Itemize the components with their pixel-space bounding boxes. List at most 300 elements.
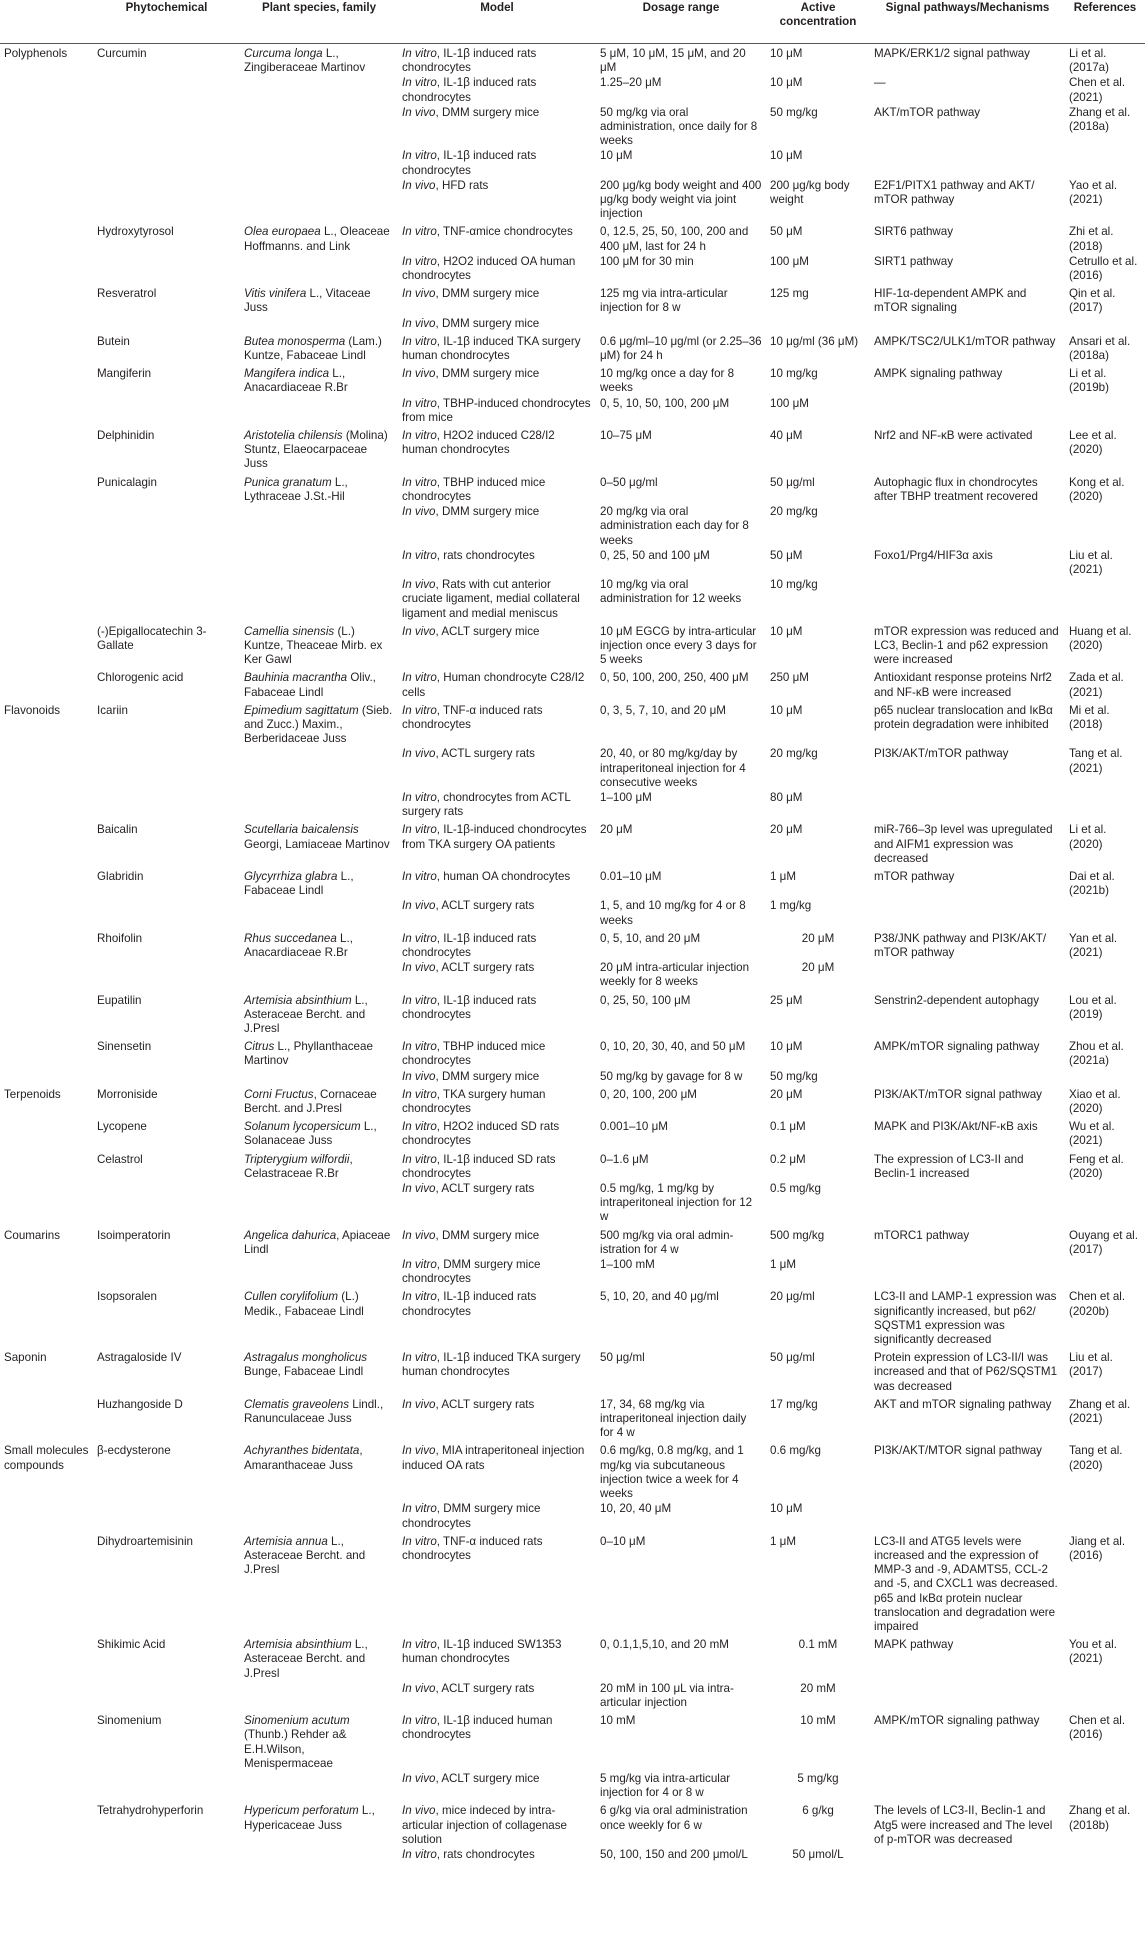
plant-species-italic: Astragalus mongholicus	[244, 1351, 368, 1365]
plant-family-text: Oliv., Fabaceae Lindl	[244, 671, 376, 699]
category-cell	[0, 149, 93, 178]
model-mode: In vivo	[402, 578, 436, 592]
table-row	[0, 222, 1145, 254]
reference-cell: You et al. (2021)	[1069, 1638, 1117, 1666]
reference-cell: Li et al. (2017a)	[1069, 47, 1109, 75]
reference-cell: Li et al. (2020)	[1069, 823, 1107, 851]
phytochemical-cell	[93, 1772, 240, 1801]
table-row	[0, 317, 1145, 332]
active-concentration-cell: 100 μM	[770, 254, 809, 268]
reference-cell: Zhang et al. (2021)	[1069, 1397, 1131, 1426]
model-mode: In vivo	[402, 1397, 436, 1411]
model-description: , ACLT surgery rats	[435, 961, 535, 975]
model-mode: In vitro	[402, 76, 437, 90]
reference-cell	[1065, 505, 1145, 549]
model-cell	[398, 549, 596, 578]
plant-species-italic: Hypericum perforatum	[244, 1804, 359, 1818]
model-mode: In vivo	[402, 1182, 436, 1196]
dosage-cell: 500 mg/kg via oral admin-istration for 4 w	[600, 1228, 734, 1256]
phytochemical-cell	[93, 578, 240, 622]
table-row	[0, 426, 1145, 473]
table-row	[0, 1150, 1145, 1182]
plant-species-italic: Epimedium sagittatum	[244, 703, 359, 717]
signal-pathway-cell: mTOR pathway	[874, 869, 955, 883]
model-mode: In vivo	[402, 105, 436, 119]
dosage-cell: 1.25–20 μM	[600, 76, 662, 90]
model-cell	[398, 1502, 596, 1531]
active-concentration-cell: 10 μM	[770, 1502, 803, 1516]
dosage-cell: 1–100 mM	[600, 1258, 655, 1272]
phytochemical-cell: Curcumin	[97, 47, 147, 60]
signal-pathway-cell: SIRT6 pathway	[874, 225, 954, 239]
table-row	[0, 578, 1145, 622]
category-cell	[0, 1848, 93, 1863]
phytochemical-cell: Lycopene	[97, 1120, 147, 1134]
signal-pathway-cell: HIF-1α-dependent AMPK and mTOR signaling	[874, 287, 1027, 315]
phytochemical-cell: Eupatilin	[97, 993, 142, 1007]
plant-species-italic: Aristotelia chilensis	[244, 429, 343, 443]
header-model: Model	[398, 0, 596, 44]
signal-pathway-cell: PI3K/AKT/mTOR pathway	[874, 747, 1009, 761]
category-cell	[0, 106, 93, 150]
table-row	[0, 255, 1145, 284]
signal-pathway-cell: Nrf2 and NF-κB were activated	[874, 429, 1033, 443]
category-cell	[0, 1117, 93, 1149]
dosage-cell: 20 μM	[600, 823, 633, 837]
plant-species-cell	[240, 549, 398, 578]
plant-species-italic: Scutellaria baicalensis	[244, 823, 359, 837]
model-cell	[398, 1848, 596, 1863]
model-mode: In vivo	[402, 747, 436, 761]
phytochemical-cell	[93, 106, 240, 150]
reference-cell: Liu et al. (2017)	[1069, 1351, 1113, 1379]
model-mode: In vivo	[402, 367, 436, 381]
signal-pathway-cell: The expression of LC3-II and Beclin-1 increased	[874, 1152, 1024, 1180]
active-concentration-cell: 100 μM	[770, 396, 809, 410]
model-description: , DMM surgery mice	[435, 1069, 540, 1083]
plant-species-cell	[240, 1532, 398, 1635]
signal-pathway-cell	[870, 317, 1065, 332]
category-cell	[0, 222, 93, 254]
model-description: , ACLT surgery mice	[435, 624, 540, 638]
active-concentration-cell: 80 μM	[770, 790, 803, 804]
header-active-concentration: Active concentration	[766, 0, 870, 44]
category-cell	[0, 899, 93, 928]
dosage-cell	[596, 317, 766, 332]
dosage-cell: 0, 0.1,1,5,10, and 20 mM	[600, 1638, 729, 1652]
phytochemical-cell	[93, 149, 240, 178]
plant-family-text: L., Solanaceae Juss	[244, 1120, 377, 1148]
header-phytochemical: Phytochemical	[93, 0, 240, 44]
category-cell: Flavonoids	[4, 703, 61, 717]
phytochemical-cell	[93, 255, 240, 284]
active-concentration-cell: 125 mg	[770, 287, 809, 301]
model-cell	[398, 1287, 596, 1348]
active-concentration-cell: 50 μmol/L	[792, 1847, 844, 1861]
phytochemical-cell: Chlorogenic acid	[97, 671, 184, 685]
model-mode: In vitro	[402, 149, 437, 163]
dosage-cell: 0, 25, 50 and 100 μM	[600, 548, 710, 562]
header-signal-pathways: Signal pathways/Mechanisms	[870, 0, 1065, 44]
phytochemical-cell: Huzhangoside D	[97, 1397, 183, 1411]
model-cell	[398, 1682, 596, 1711]
plant-family-text: L., Phyllanthaceae Martinov	[244, 1040, 373, 1068]
model-description: , chondrocytes from ACTL surgery rats	[402, 790, 571, 819]
header-plant-species: Plant species, family	[240, 0, 398, 44]
table-row	[0, 76, 1145, 105]
signal-pathway-cell	[870, 578, 1065, 622]
plant-species-italic: Sinomenium acutum	[244, 1714, 350, 1728]
plant-family-text: L., Fabaceae Lindl	[244, 869, 354, 898]
dosage-cell: 5 μM, 10 μM, 15 μM, and 20 μM	[600, 47, 746, 75]
plant-species-cell	[240, 820, 398, 867]
table-row	[0, 867, 1145, 899]
category-cell	[0, 1532, 93, 1635]
model-cell	[398, 622, 596, 669]
reference-cell: Zhang et al. (2018a)	[1069, 105, 1131, 134]
reference-cell	[1065, 1848, 1145, 1863]
model-description: , IL-1β induced TKA surgery human chondrocytes	[402, 334, 581, 363]
model-cell	[398, 397, 596, 426]
signal-pathway-cell	[870, 505, 1065, 549]
model-description: , IL-1β induced TKA surgery human chondrocytes	[402, 1351, 581, 1379]
category-cell	[0, 791, 93, 820]
plant-species-cell	[240, 1226, 398, 1258]
plant-species-cell	[240, 1682, 398, 1711]
category-cell	[0, 549, 93, 578]
reference-cell: Feng et al. (2020)	[1069, 1152, 1124, 1180]
model-mode: In vitro	[402, 1502, 437, 1516]
category-cell	[0, 179, 93, 223]
dosage-cell: 0–10 μM	[600, 1534, 646, 1548]
model-description: , TBHP induced mice chondrocytes	[402, 475, 546, 503]
category-cell	[0, 991, 93, 1038]
model-mode: In vitro	[402, 334, 437, 348]
dosage-cell: 0, 10, 20, 30, 40, and 50 μM	[600, 1040, 746, 1054]
plant-species-italic: Cullen corylifolium	[244, 1290, 339, 1304]
signal-pathway-cell: AMPK signaling pathway	[874, 367, 1003, 381]
model-mode: In vitro	[402, 1847, 437, 1861]
model-mode: In vivo	[402, 961, 436, 975]
plant-species-italic: Curcuma longa	[244, 47, 323, 60]
model-cell	[398, 76, 596, 105]
category-cell	[0, 364, 93, 396]
signal-pathway-cell: MAPK and PI3K/Akt/NF-κB axis	[874, 1120, 1038, 1134]
signal-pathway-cell: LC3-II and LAMP-1 expression was significantly increased, but p62/ SQSTM1 expression was significantly decreased	[874, 1290, 1057, 1347]
dosage-cell: 10, 20, 40 μM	[600, 1502, 672, 1516]
model-cell	[398, 149, 596, 178]
model-description: , TKA surgery human chondrocytes	[402, 1087, 546, 1116]
dosage-cell: 20, 40, or 80 mg/kg/day by intraperitoneal injection for 4 consecutive weeks	[600, 747, 746, 789]
dosage-cell: 10 μM EGCG by intra-articular injection once every 3 days for 5 weeks	[600, 624, 757, 667]
table-row	[0, 1772, 1145, 1801]
plant-species-italic: Citrus	[244, 1040, 275, 1054]
table-row	[0, 1635, 1145, 1682]
table-row	[0, 791, 1145, 820]
table-row	[0, 332, 1145, 364]
model-cell	[398, 1117, 596, 1149]
table-row	[0, 549, 1145, 578]
plant-family-text: L., Lythraceae J.St.-Hil	[244, 475, 348, 503]
model-cell	[398, 426, 596, 473]
signal-pathway-cell: The levels of LC3-II, Beclin-1 and Atg5 were increased and The level of p-mTOR was decreased	[874, 1804, 1053, 1846]
reference-cell: Dai et al. (2021b)	[1069, 869, 1115, 898]
table-row	[0, 1182, 1145, 1226]
model-mode: In vivo	[402, 1228, 436, 1242]
table-body	[0, 44, 1145, 1864]
plant-species-italic: Rhus succedanea	[244, 931, 337, 945]
active-concentration-cell: 10 μM	[770, 1040, 803, 1054]
signal-pathway-cell	[870, 1502, 1065, 1531]
model-description: , ACLT surgery rats	[435, 1681, 535, 1695]
phytochemical-cell: Isopsoralen	[97, 1290, 157, 1304]
reference-cell: Li et al. (2019b)	[1069, 367, 1109, 395]
signal-pathway-cell: —	[874, 76, 886, 90]
model-mode: In vitro	[402, 993, 437, 1007]
category-cell	[0, 1395, 93, 1442]
plant-species-cell	[240, 1085, 398, 1117]
category-cell	[0, 929, 93, 961]
plant-family-text: , Amaranthaceae Juss	[244, 1444, 363, 1472]
plant-species-cell	[240, 1635, 398, 1682]
plant-species-italic: Clematis graveolens	[244, 1397, 350, 1411]
phytochemical-cell: Hydroxytyrosol	[97, 225, 174, 239]
reference-cell: Tang et al. (2020)	[1069, 1444, 1123, 1472]
category-cell	[0, 1682, 93, 1711]
table-row	[0, 44, 1145, 77]
phytochemical-cell	[93, 1502, 240, 1531]
reference-cell	[1065, 317, 1145, 332]
model-description: , DMM surgery mice	[435, 287, 540, 301]
model-mode: In vitro	[402, 1120, 437, 1134]
model-description: , H2O2 induced OA human chondrocytes	[402, 254, 576, 283]
signal-pathway-cell: LC3-II and ATG5 levels were increased and the expression of MMP-3 and -9, ADAMTS5, CCL-2 and -5, and CXCL1 was decreased. p65 and IκBα protein nuclear translocation and degradation were impaired	[874, 1534, 1058, 1633]
table-row	[0, 397, 1145, 426]
signal-pathway-cell: AMPK/mTOR signaling pathway	[874, 1040, 1040, 1054]
phytochemical-cell: Punicalagin	[97, 475, 157, 489]
signal-pathway-cell: Foxo1/Prg4/HIF3α axis	[874, 548, 993, 562]
dosage-cell: 0.6 mg/kg, 0.8 mg/kg, and 1 mg/kg via subcutaneous injection twice a week for 4 weeks	[600, 1444, 744, 1501]
model-cell	[398, 791, 596, 820]
model-cell	[398, 1532, 596, 1635]
model-cell	[398, 1711, 596, 1772]
plant-species-cell	[240, 1441, 398, 1502]
model-description: , human OA chondrocytes	[436, 869, 571, 883]
model-cell	[398, 332, 596, 364]
model-cell	[398, 255, 596, 284]
model-cell	[398, 284, 596, 316]
reference-cell: Zhi et al. (2018)	[1069, 225, 1114, 253]
model-mode: In vitro	[402, 475, 437, 489]
signal-pathway-cell	[870, 961, 1065, 990]
plant-species-italic: Artemisia absinthium	[244, 993, 352, 1007]
plant-species-italic: Achyranthes bidentata	[244, 1444, 360, 1458]
active-concentration-cell: 0.1 μM	[770, 1120, 806, 1134]
dosage-cell: 0, 5, 10, and 20 μM	[600, 931, 701, 945]
plant-species-italic: Butea monosperma	[244, 334, 346, 348]
category-cell	[0, 397, 93, 426]
signal-pathway-cell: mTOR expression was reduced and LC3, Beclin-1 and p62 expression were increased	[874, 624, 1059, 667]
model-description: , rats chondrocytes	[436, 548, 535, 562]
model-mode: In vivo	[402, 178, 436, 192]
model-description: , H2O2 induced SD rats chondrocytes	[402, 1120, 560, 1148]
plant-species-cell	[240, 222, 398, 254]
active-concentration-cell: 10 μM	[770, 47, 803, 60]
signal-pathway-cell	[870, 1258, 1065, 1287]
plant-species-cell	[240, 106, 398, 150]
phytochemical-cell: Sinensetin	[97, 1040, 152, 1054]
phytochemical-cell: Isoimperatorin	[97, 1228, 171, 1242]
reference-cell	[1065, 1070, 1145, 1085]
reference-cell	[1065, 1772, 1145, 1801]
phytochemical-cell: Butein	[97, 334, 130, 348]
table-row	[0, 1848, 1145, 1863]
reference-cell	[1065, 1182, 1145, 1226]
active-concentration-cell: 50 mg/kg	[770, 1069, 818, 1083]
signal-pathway-cell: miR-766–3p level was upregulated and AIFM1 expression was decreased	[874, 823, 1053, 865]
active-concentration-cell: 10 μM	[770, 76, 803, 90]
model-description: , DMM surgery mice	[435, 1228, 540, 1242]
model-cell	[398, 473, 596, 505]
plant-species-cell	[240, 1348, 398, 1395]
active-concentration-cell: 20 μM	[801, 931, 835, 945]
model-description: , TNF-α induced rats chondrocytes	[402, 703, 543, 731]
reference-cell: Jiang et al. (2016)	[1069, 1534, 1126, 1562]
plant-species-cell	[240, 1711, 398, 1772]
category-cell	[0, 1150, 93, 1182]
plant-species-cell	[240, 179, 398, 223]
plant-species-cell	[240, 397, 398, 426]
phytochemical-cell	[93, 1258, 240, 1287]
reference-cell	[1065, 149, 1145, 178]
dosage-cell: 0.6 μg/ml–10 μg/ml (or 2.25–36 μM) for 24 h	[600, 334, 762, 363]
table-header	[0, 0, 1145, 44]
category-cell	[0, 1037, 93, 1069]
model-description: , TBHP-induced chondrocytes from mice	[402, 396, 591, 424]
model-mode: In vivo	[402, 1681, 436, 1695]
active-concentration-cell: 0.6 mg/kg	[770, 1444, 821, 1458]
reference-cell: Qin et al. (2017)	[1069, 287, 1116, 315]
model-description: , H2O2 induced C28/I2 human chondrocytes	[402, 429, 555, 457]
dosage-cell: 0, 5, 10, 50, 100, 200 μM	[600, 396, 730, 410]
model-mode: In vivo	[402, 1804, 436, 1818]
plant-species-cell	[240, 1070, 398, 1085]
model-mode: In vitro	[402, 869, 437, 883]
phytochemical-cell: Baicalin	[97, 823, 138, 837]
reference-cell: Mi et al. (2018)	[1069, 703, 1110, 731]
dosage-cell: 10 mg/kg via oral administration for 12 weeks	[600, 578, 742, 606]
dosage-cell: 10 μM	[600, 149, 633, 163]
table-row	[0, 106, 1145, 150]
active-concentration-cell: 20 μg/ml	[770, 1290, 815, 1304]
table-row	[0, 1348, 1145, 1395]
plant-family-text: L., Asteraceae Bercht. and J.Presl	[244, 1534, 366, 1577]
model-mode: In vitro	[402, 1258, 437, 1272]
signal-pathway-cell	[870, 1772, 1065, 1801]
table-row	[0, 1532, 1145, 1635]
model-cell	[398, 899, 596, 928]
dosage-cell: 0, 3, 5, 7, 10, and 20 μM	[600, 703, 726, 717]
plant-species-cell	[240, 473, 398, 505]
active-concentration-cell: 25 μM	[770, 993, 803, 1007]
table-row	[0, 1711, 1145, 1772]
plant-species-cell	[240, 622, 398, 669]
plant-family-text: (Thunb.) Rehder a& E.H.Wilson, Menispermaceae	[244, 1728, 347, 1770]
category-cell	[0, 820, 93, 867]
plant-species-cell	[240, 1258, 398, 1287]
plant-family-text: L., Hypericaceae Juss	[244, 1804, 375, 1832]
phytochemical-cell: Sinomenium	[97, 1714, 162, 1728]
model-description: , TBHP induced mice chondrocytes	[402, 1040, 546, 1068]
active-concentration-cell: 10 μM	[770, 703, 803, 717]
model-description: , DMM surgery mice	[435, 105, 540, 119]
signal-pathway-cell: SIRT1 pathway	[874, 254, 954, 268]
plant-species-cell	[240, 701, 398, 748]
plant-species-italic: Camellia sinensis	[244, 624, 335, 638]
active-concentration-cell: 10 mg/kg	[770, 367, 818, 381]
model-cell	[398, 1635, 596, 1682]
dosage-cell: 0.01–10 μM	[600, 869, 662, 883]
category-cell	[0, 284, 93, 316]
table-row	[0, 929, 1145, 961]
table-row	[0, 1441, 1145, 1502]
model-mode: In vitro	[402, 671, 437, 685]
active-concentration-cell: 10 mM	[800, 1714, 836, 1728]
model-mode: In vitro	[402, 931, 437, 945]
model-description: , DMM surgery mice chondrocytes	[402, 1502, 541, 1530]
reference-cell	[1065, 791, 1145, 820]
plant-species-cell	[240, 1502, 398, 1531]
reference-cell: Ansari et al. (2018a)	[1069, 334, 1131, 363]
model-mode: In vitro	[402, 1040, 437, 1054]
model-description: , mice indeced by intra-articular injection of collagenase solution	[402, 1804, 567, 1846]
active-concentration-cell: 0.2 μM	[770, 1152, 806, 1166]
model-description: , IL-1β induced SD rats chondrocytes	[402, 1152, 556, 1180]
dosage-cell: 50 mg/kg via oral administration, once daily for 8 weeks	[600, 105, 758, 148]
plant-species-cell	[240, 747, 398, 791]
phytochemical-cell: Celastrol	[97, 1152, 143, 1166]
signal-pathway-cell: AKT and mTOR signaling pathway	[874, 1397, 1052, 1411]
plant-family-text: , Celastraceae R.Br	[244, 1152, 353, 1180]
category-cell	[0, 1635, 93, 1682]
plant-species-cell	[240, 1801, 398, 1848]
plant-species-italic: Glycyrrhiza glabra	[244, 869, 338, 883]
dosage-cell: 0, 12.5, 25, 50, 100, 200 and 400 μM, last for 24 h	[600, 225, 749, 253]
dosage-cell: 10–75 μM	[600, 429, 652, 443]
dosage-cell: 10 mM	[600, 1714, 636, 1728]
signal-pathway-cell: MAPK pathway	[874, 1638, 954, 1652]
plant-species-cell	[240, 1848, 398, 1863]
model-cell	[398, 747, 596, 791]
dosage-cell: 20 mg/kg via oral administration each day for 8 weeks	[600, 505, 749, 547]
active-concentration-cell: 20 mg/kg	[770, 505, 818, 519]
model-mode: In vivo	[402, 1069, 436, 1083]
table-row	[0, 701, 1145, 748]
dosage-cell: 5, 10, 20, and 40 μg/ml	[600, 1290, 719, 1304]
model-description: , DMM surgery mice	[435, 367, 540, 381]
plant-family-text: Lindl., Ranunculaceae Juss	[244, 1397, 384, 1426]
phytochemical-cell	[93, 1682, 240, 1711]
plant-family-text: L., Zingiberaceae Martinov	[244, 47, 366, 75]
model-cell	[398, 961, 596, 990]
active-concentration-cell: 50 μg/ml	[770, 1351, 815, 1365]
category-cell	[0, 317, 93, 332]
model-mode: In vitro	[402, 1152, 437, 1166]
model-description: , ACLT surgery rats	[435, 1397, 535, 1411]
reference-cell: Huang et al. (2020)	[1069, 624, 1132, 652]
model-description: , ACLT surgery rats	[435, 1182, 535, 1196]
model-description: , IL-1β induced rats chondrocytes	[402, 149, 537, 177]
